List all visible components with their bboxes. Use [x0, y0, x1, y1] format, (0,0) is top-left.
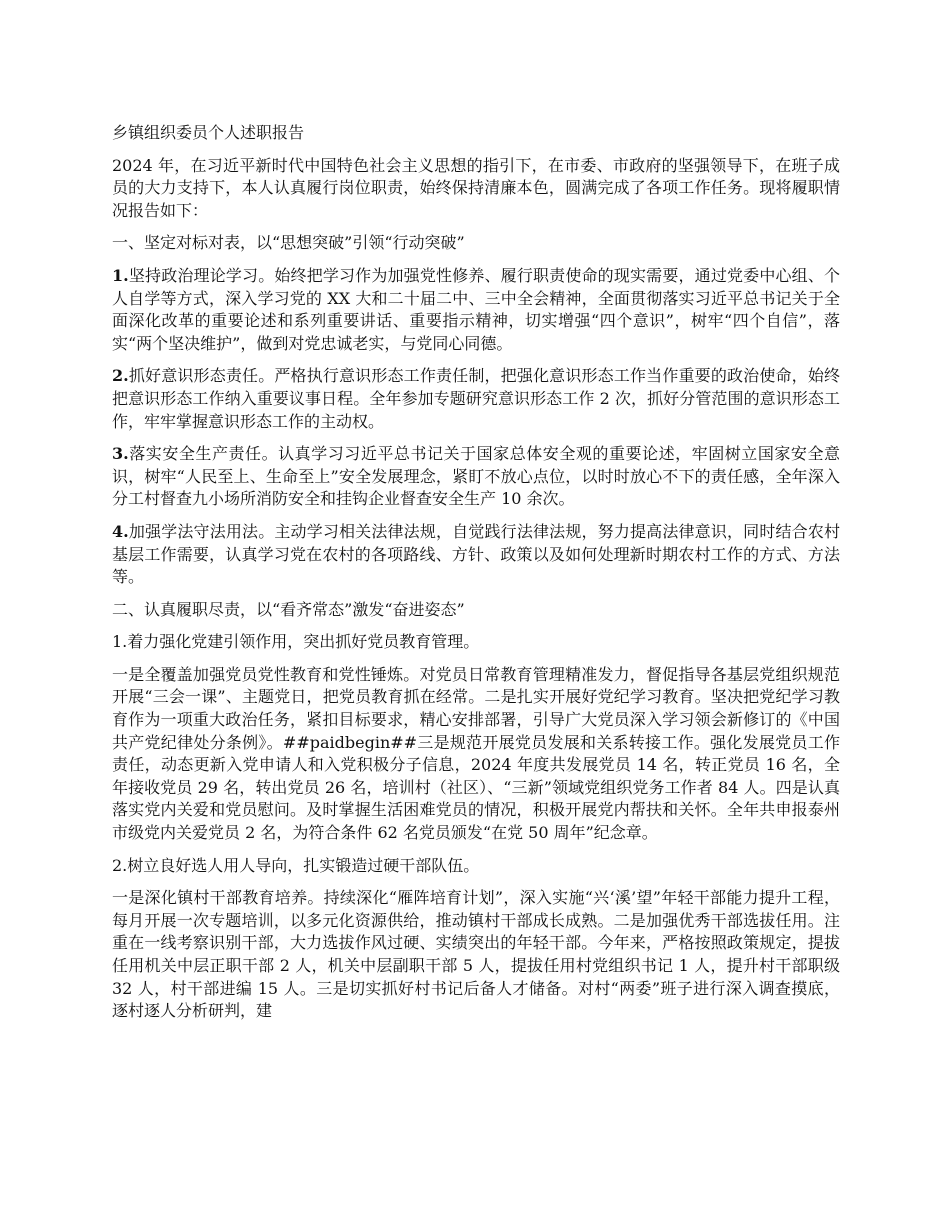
subsection-paragraph-1: 一是全覆盖加强党员党性教育和党性锤炼。对党员日常教育管理精准发力，督促指导各基层党组织规范开展“三会一课”、主题党日，把党员教育抓在经常。二是扎实开展好党纪学习教育。坚决把党纪学习教育作为一项重大政治任务，紧扣目标要求，精心安排部署，引导广大党员深入学习领会新修订的《中国共产党纪律处分条例》。##paidbegin##三是规范开展党员发展和关系转接工作。强化发展党员工作责任，动态更新入党申请人和入党积极分子信息，2024 年度共发展党员 14 名，转正党员 16 名，全年接收党员 29 名，转出党员 26 名，培训村（社区）、“三新”领域党组织党务工作者 84 人。四是认真落实党内关爱和党员慰问。及时掌握生活困难党员的情况，积极开展党内帮扶和关怀。全年共申报泰州市级党内关爱党员 2 名，为符合条件 62 名党员颁发“在党 50 周年”纪念章。: [112, 664, 840, 843]
subsection-heading-2: 2.树立良好选人用人导向，扎实锻造过硬干部队伍。: [112, 855, 480, 875]
subsection-paragraph-2: 一是深化镇村干部教育培养。持续深化“雁阵培育计划”，深入实施“兴‘溪’望”年轻干部能力提升工程，每月开展一次专题培训，以多元化资源供给，推动镇村干部成长成熟。二是加强优秀干部选拔任用。注重在一线考察识别干部，大力选拔作风过硬、实绩突出的年轻干部。今年来，严格按照政策规定，提拔任用机关中层正职干部 2 人，机关中层副职干部 5 人，提拔任用村党组织书记 1 人，提升村干部职级 32 人，村干部进编 15 人。三是切实抓好村书记后备人才储备。对村“两委”班子进行深入调查摸底，逐村逐人分析研判，建: [112, 888, 840, 1021]
item-paragraph-1: [112, 265, 840, 355]
item-number-1: 1.: [112, 265, 129, 285]
item-paragraph-4: [112, 521, 840, 589]
item-number-4: 4.: [112, 521, 129, 541]
item-number-3: 3.: [112, 444, 129, 464]
subsection-heading-1: 1.着力强化党建引领作用，突出抓好党员教育管理。: [112, 632, 480, 652]
document-body: [112, 122, 840, 1033]
section-heading-2: 二、认真履职尽责，以“看齐常态”激发“奋进姿态”: [112, 599, 465, 619]
document-title: 乡镇组织委员个人述职报告: [112, 123, 305, 142]
item-text-3: 落实安全生产责任。认真学习习近平总书记关于国家总体安全观的重要论述，牢固树立国家安全意识，树牢“人民至上、生命至上”安全发展理念，紧盯不放心点位，以时时放心不下的责任感，全年深入分工村督查九小场所消防安全和挂钩企业督查安全生产 10 余次。: [112, 444, 840, 509]
item-text-1: 坚持政治理论学习。始终把学习作为加强党性修养、履行职责使命的现实需要，通过党委中心组、个人自学等方式，深入学习党的 XX 大和二十届二中、三中全会精神，全面贯彻落实习近平总书记关于全面深化改革的重要论述和系列重要讲话、重要指示精神，切实增强“四个意识”，树牢“四个自信”，落实“两个坚决维护”，做到对党忠诚老实，与党同心同德。: [112, 265, 840, 353]
section-heading-1: 一、坚定对标对表，以“思想突破”引领“行动突破”: [112, 233, 465, 253]
item-paragraph-3: [112, 443, 840, 511]
item-number-2: 2.: [112, 366, 129, 386]
item-text-2: 抓好意识形态责任。严格执行意识形态工作责任制，把强化意识形态工作当作重要的政治使命，始终把意识形态工作纳入重要议事日程。全年参加专题研究意识形态工作 2 次，抓好分管范围的意识形态工作，牢牢掌握意识形态工作的主动权。: [112, 366, 840, 431]
intro-paragraph: 2024 年，在习近平新时代中国特色社会主义思想的指引下，在市委、市政府的坚强领导下，在班子成员的大力支持下，本人认真履行岗位职责，始终保持清廉本色，圆满完成了各项工作任务。现将履职情况报告如下：: [112, 155, 840, 220]
item-paragraph-2: [112, 365, 840, 433]
item-text-4: 加强学法守法用法。主动学习相关法律法规，自觉践行法律法规，努力提高法律意识，同时结合农村基层工作需要，认真学习党在农村的各项路线、方针、政策以及如何处理新时期农村工作的方式、方法等。: [112, 521, 840, 587]
